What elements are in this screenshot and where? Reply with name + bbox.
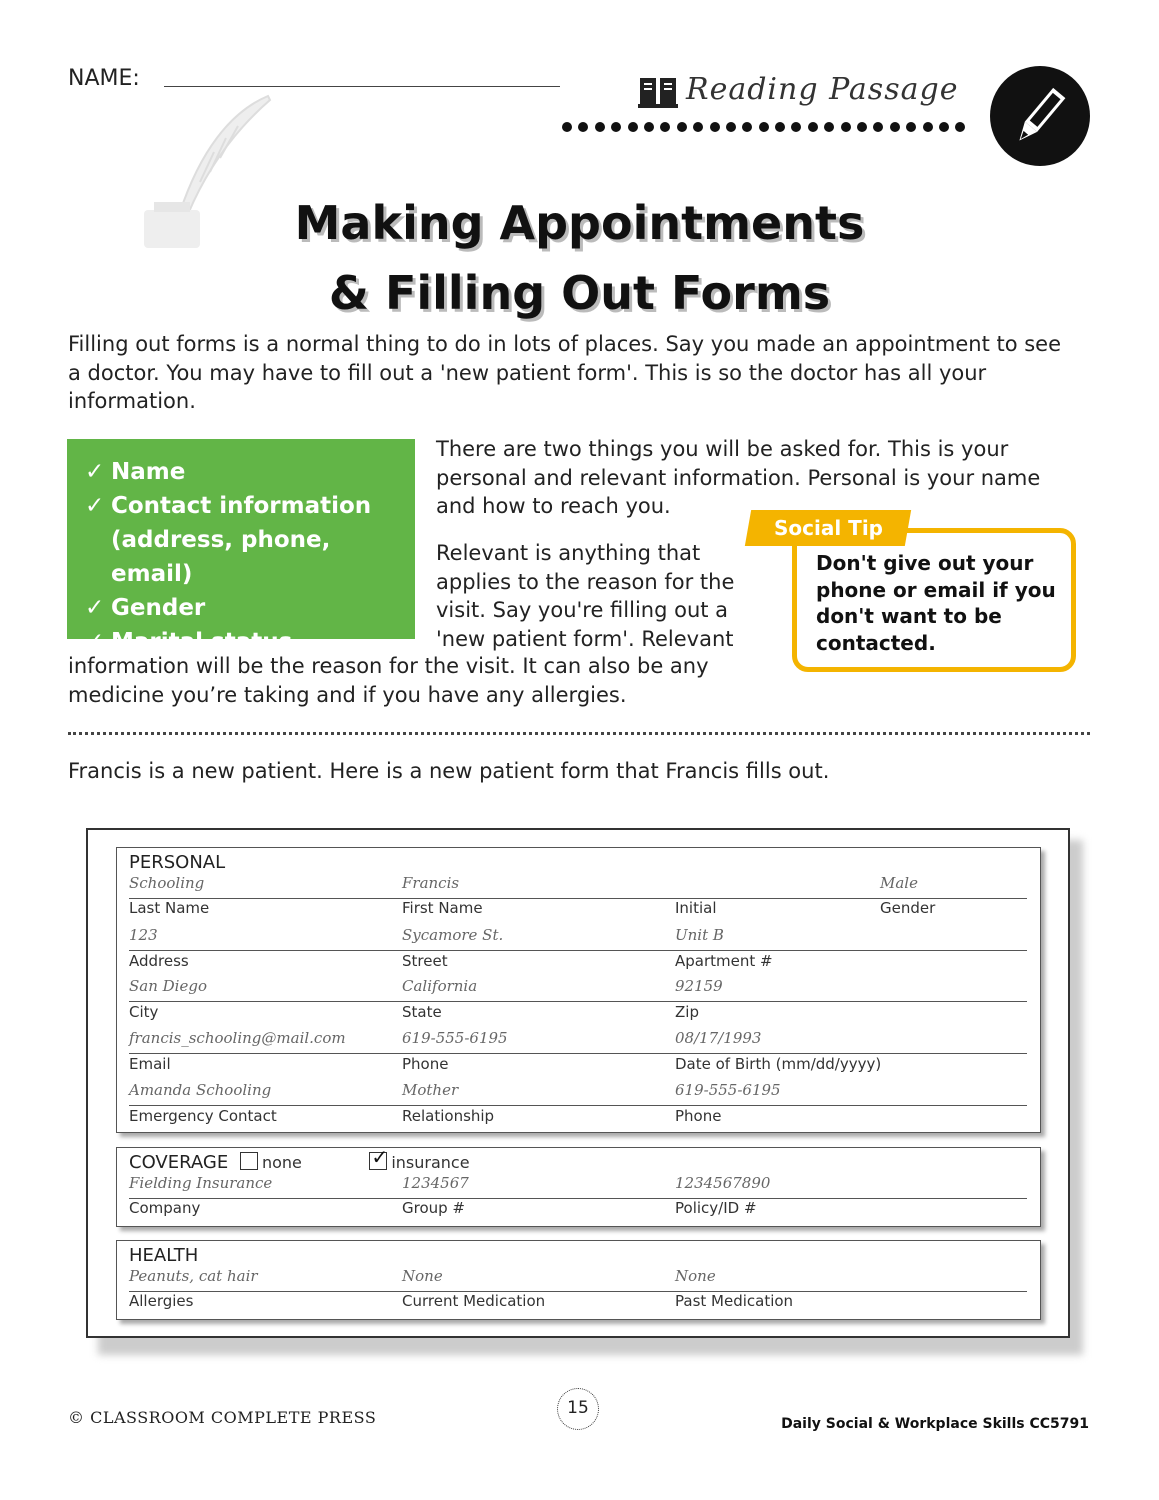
page-title [0,188,1159,328]
field-label: Gender [880,899,936,917]
field-label: Apartment # [675,952,773,970]
form-row [129,1168,1027,1199]
form-row [129,1023,1027,1054]
intro-paragraph: Filling out forms is a normal thing to do in lots of places. Say you made an appointment to see a doctor. You may have to fill out a 'new patient form'. This is so the doctor has all your information. [68,332,1062,413]
checklist-item: ✓ Marital status [85,629,293,655]
field-value-phone: 619-555-6195 [402,1029,508,1047]
field-value-policy: 1234567890 [675,1174,771,1192]
social-tip-tab: Social Tip [745,510,911,546]
body-paragraph-2: Relevant is anything that applies to the reason for the visit. Say you're filling out a 'new patient form'. Relevant [436,541,735,651]
copyright-text: © CLASSROOM COMPLETE PRESS [68,1408,377,1427]
field-value-past-medication: None [675,1267,716,1285]
title-line-1: Making Appointments [294,196,865,250]
body-paragraph-2-end: information will be the reason for the visit. It can also be any medicine you’re taking and if you have any allergies. [68,654,709,707]
title-line-2: & Filling Out Forms [328,266,831,320]
field-label: Initial [675,899,717,917]
field-value-dob: 08/17/1993 [675,1029,762,1047]
checklist-item: ✓ Gender [85,595,206,621]
field-label: Group # [402,1199,466,1217]
field-value-state: California [402,977,478,995]
form-section-personal [116,847,1041,1133]
section-title-coverage: COVERAGE none ✓ insurance [129,1152,470,1173]
field-value-address: 123 [129,926,158,944]
field-value-relationship: Mother [402,1081,459,1099]
page-number: 15 [567,1398,589,1418]
field-value-email: francis_schooling@mail.com [129,1029,346,1047]
field-label: Emergency Contact [129,1107,277,1125]
checklist-box [67,439,415,655]
form-section-health [116,1240,1041,1320]
form-section-coverage [116,1147,1041,1227]
book-icon [638,76,678,110]
name-line [164,86,560,87]
option-insurance-label: insurance [391,1153,470,1172]
field-value-group: 1234567 [402,1174,469,1192]
form-row [129,920,1027,951]
field-value-city: San Diego [129,977,207,995]
field-label: Phone [402,1055,449,1073]
field-value-first-name: Francis [402,874,460,892]
field-label: Company [129,1199,201,1217]
field-label: Zip [675,1003,699,1021]
field-label: Relationship [402,1107,495,1125]
field-label: Current Medication [402,1292,546,1310]
field-value-street: Sycamore St. [402,926,504,944]
field-label: Email [129,1055,171,1073]
form-row [129,971,1027,1002]
checklist-item: ✓ Contact information [85,493,372,519]
form-intro: Francis is a new patient. Here is a new patient form that Francis fills out. [68,759,830,783]
form-row [129,868,1027,899]
pencil-icon [990,66,1090,166]
book-title: Daily Social & Workplace Skills CC5791 [781,1416,1089,1432]
field-value-last-name: Schooling [129,874,205,892]
field-label: Last Name [129,899,210,917]
field-value-emergency-phone: 619-555-6195 [675,1081,781,1099]
body-paragraph-1: There are two things you will be asked for. This is your personal and relevant information. Personal is your name and how to reach you. [436,437,1041,518]
field-label: Past Medication [675,1292,794,1310]
field-label: State [402,1003,442,1021]
form-row [129,1075,1027,1106]
dotted-divider [68,732,1090,735]
checklist-item: ✓ Name [85,459,186,485]
field-value-emergency-contact: Amanda Schooling [129,1081,272,1099]
reading-passage-label: Reading Passage [686,72,959,107]
field-value-current-medication: None [402,1267,443,1285]
field-value-allergies: Peanuts, cat hair [129,1267,258,1285]
dotted-divider-top [562,122,965,132]
field-value-company: Fielding Insurance [129,1174,273,1192]
section-title-personal: PERSONAL [129,852,226,873]
field-label: Policy/ID # [675,1199,757,1217]
field-label: Allergies [129,1292,194,1310]
field-value-zip: 92159 [675,977,723,995]
name-label: NAME: [68,66,140,91]
option-none-label: none [261,1153,302,1172]
form-row [129,1261,1027,1292]
field-label: Street [402,952,448,970]
field-value-gender: Male [880,874,918,892]
section-title-health: HEALTH [129,1245,199,1266]
field-label: Phone [675,1107,722,1125]
social-tip-text: Don't give out your phone or email if you don't want to be contacted. [816,551,1056,655]
field-label: Address [129,952,189,970]
field-label: Date of Birth (mm/dd/yyyy) [675,1055,882,1073]
checklist-item-detail: (address, phone, email) [111,527,331,587]
field-label: City [129,1003,159,1021]
field-value-apartment: Unit B [675,926,724,944]
field-label: First Name [402,899,483,917]
